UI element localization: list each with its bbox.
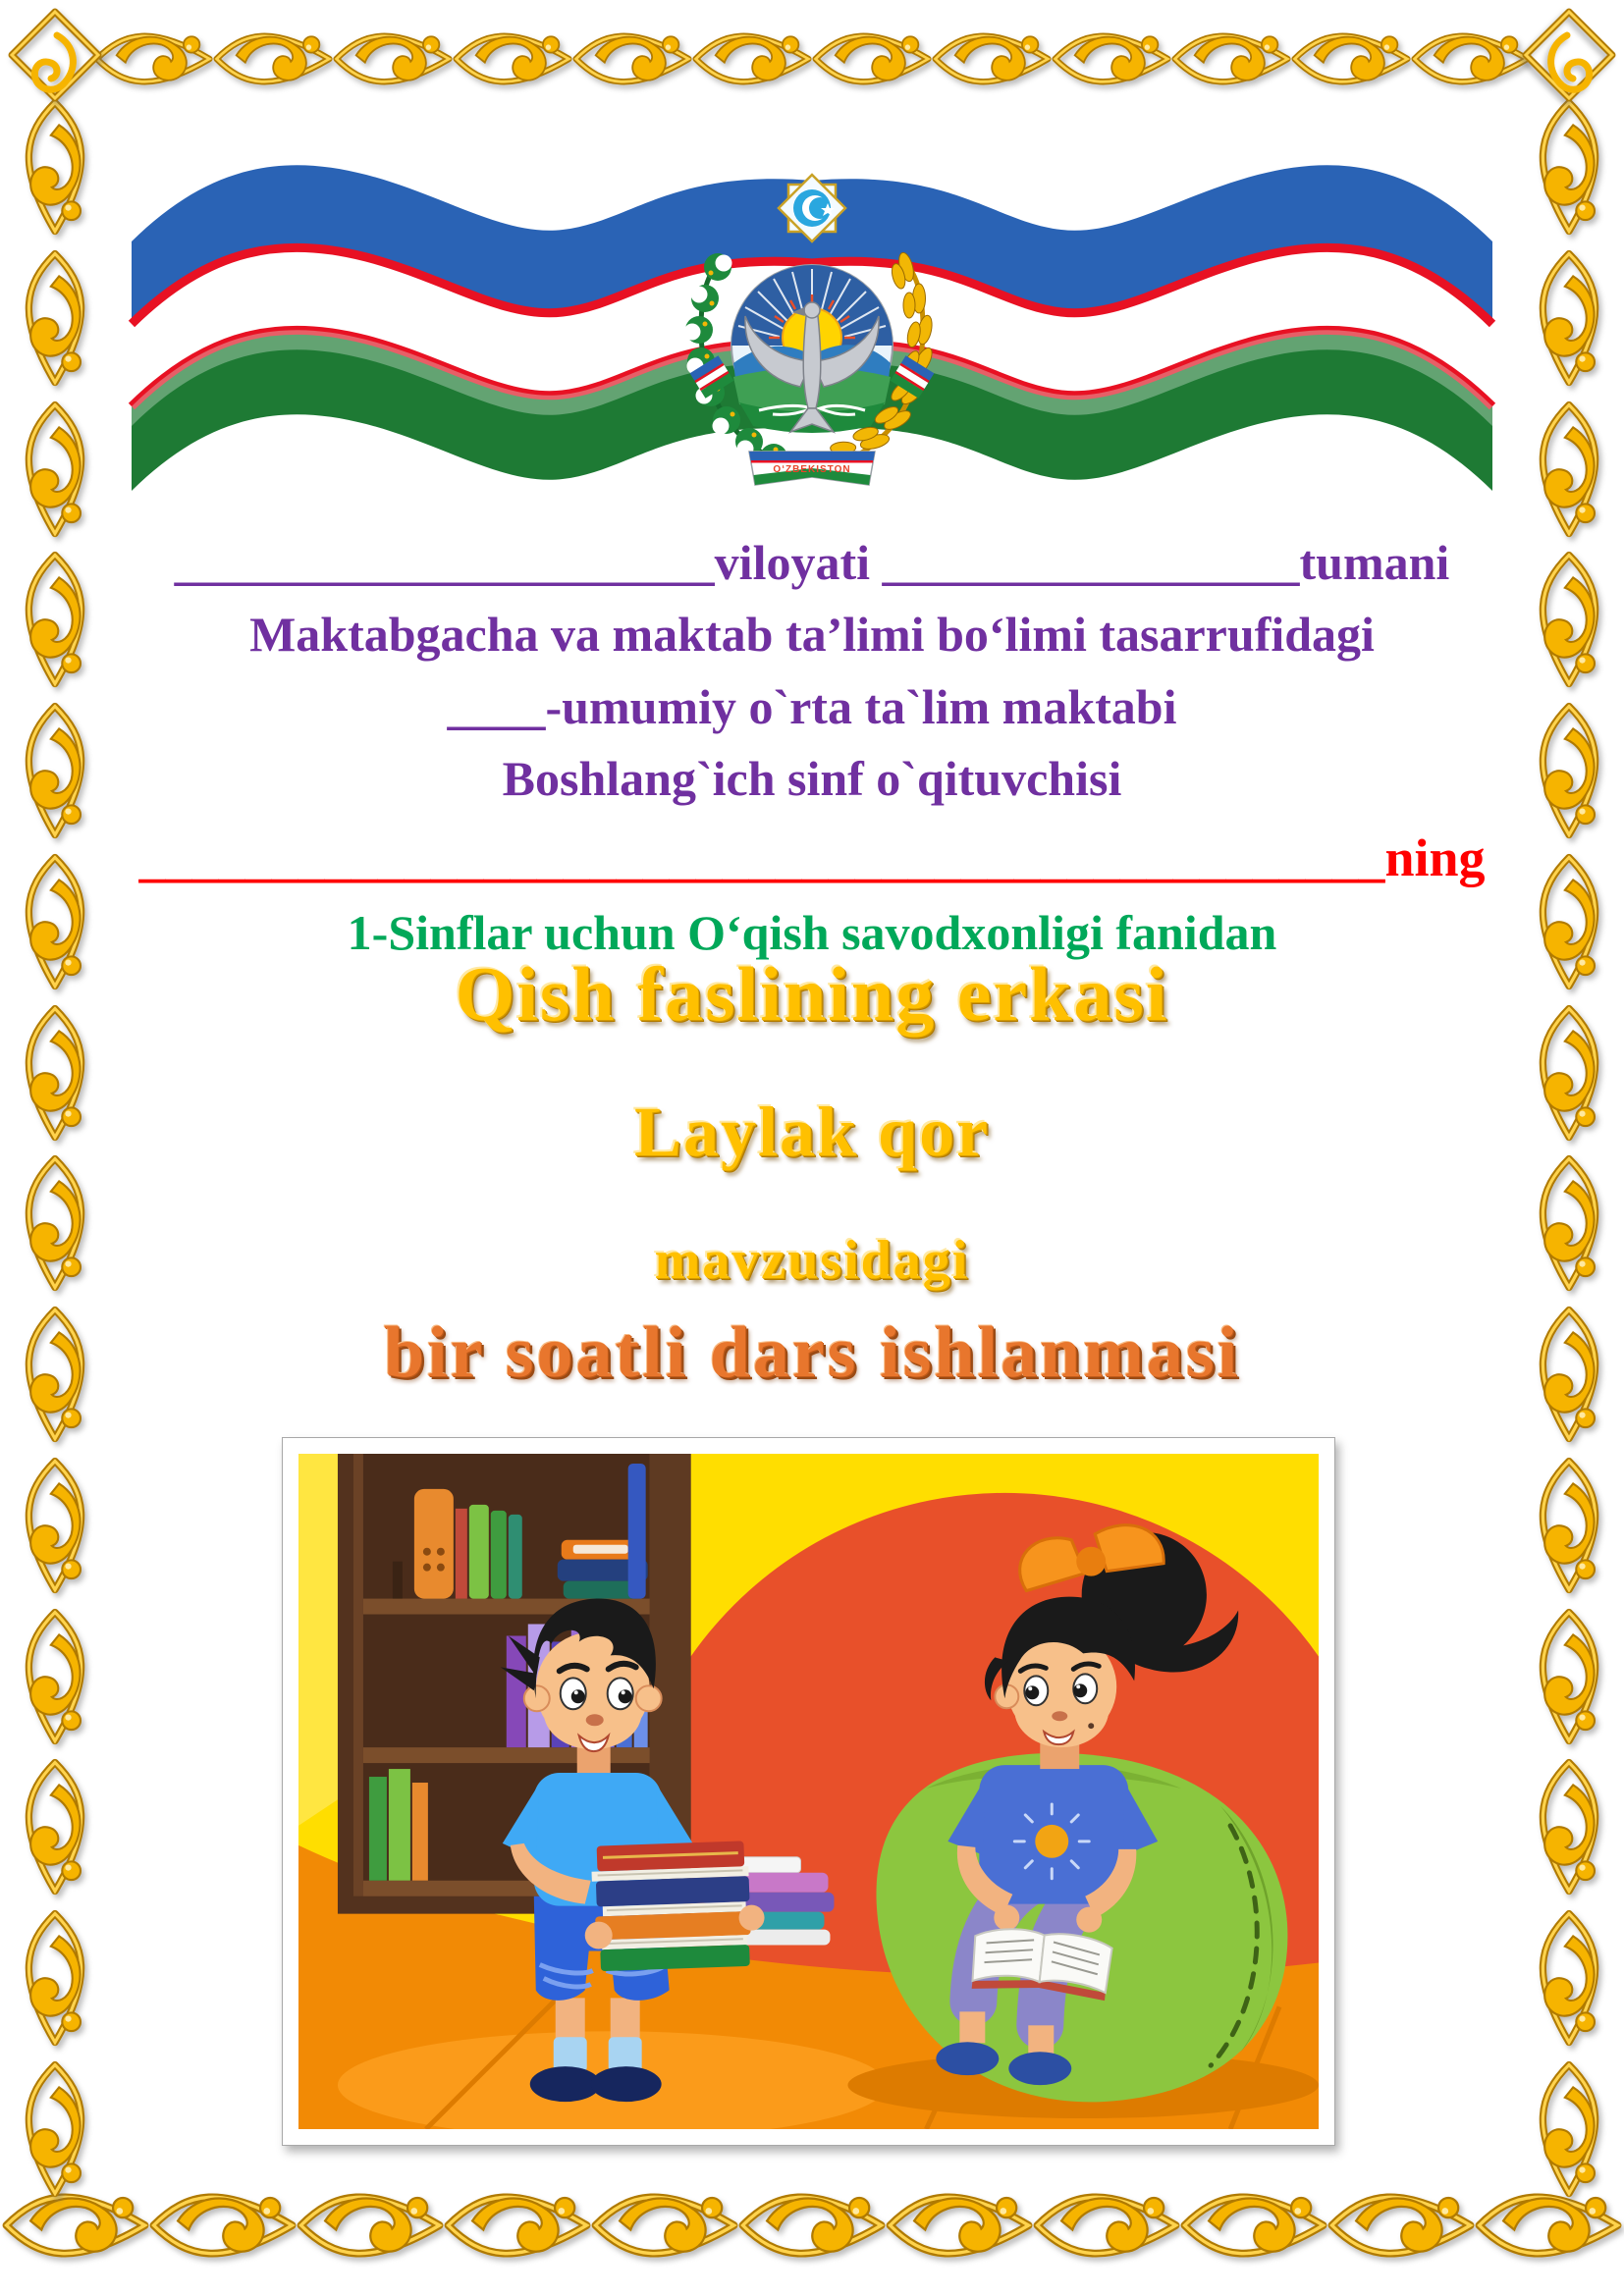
teacher-name-blank-line: _______________________________________________ning [138, 828, 1486, 887]
swirl-ornament-icon [4, 396, 106, 543]
swirl-ornament-icon [1033, 2157, 1180, 2294]
swirl-ornament-icon [1518, 244, 1620, 392]
children-reading-illustration [298, 1454, 1319, 2129]
swirl-ornament-icon [932, 4, 1052, 114]
swirl-ornament-icon [1518, 1452, 1620, 1599]
ornament-corner-icon [6, 6, 104, 104]
swirl-ornament-icon [333, 4, 453, 114]
swirl-ornament-icon [692, 4, 812, 114]
swirl-ornament-icon [453, 4, 572, 114]
lesson-title-main: Qish faslining erkasi [455, 951, 1169, 1037]
octagram-crescent-icon [779, 175, 845, 241]
ornament-border-top [93, 4, 1531, 114]
swirl-ornament-icon [591, 2157, 738, 2294]
school-line: ____-umumiy o`rta ta`lim maktabi [447, 679, 1177, 734]
ornament-border-bottom [2, 2157, 1622, 2294]
swirl-ornament-icon [1518, 1603, 1620, 1750]
swirl-ornament-icon [1052, 4, 1171, 114]
book-stack [591, 1841, 752, 1971]
swirl-ornament-icon [1411, 4, 1531, 114]
swirl-ornament-icon [1518, 1904, 1620, 2052]
swirl-ornament-icon [93, 4, 213, 114]
swirl-ornament-icon [444, 2157, 591, 2294]
ornament-corner-icon [1520, 6, 1618, 104]
swirl-ornament-icon [886, 2157, 1033, 2294]
swirl-ornament-icon [4, 93, 106, 240]
swirl-ornament-icon [738, 2157, 886, 2294]
swirl-ornament-icon [4, 1753, 106, 1900]
swirl-ornament-icon [1518, 1753, 1620, 1900]
teacher-role-line: Boshlang`ich sinf o`qituvchisi [502, 751, 1122, 806]
sun-logo [1014, 1804, 1089, 1879]
swirl-ornament-icon [1518, 396, 1620, 543]
swirl-ornament-icon [4, 244, 106, 392]
swirl-ornament-icon [149, 2157, 297, 2294]
swirl-ornament-icon [4, 1603, 106, 1750]
swirl-ornament-icon [4, 2056, 106, 2203]
swirl-ornament-icon [812, 4, 932, 114]
lesson-type-label: bir soatli dars ishlanmasi [383, 1312, 1241, 1393]
swirl-ornament-icon [1180, 2157, 1327, 2294]
swirl-ornament-icon [1518, 93, 1620, 240]
swirl-ornament-icon [4, 1452, 106, 1599]
swirl-ornament-icon [297, 2157, 444, 2294]
swirl-ornament-icon [572, 4, 692, 114]
subject-line: 1-Sinflar uchun O‘qish savodxonligi fanidan [347, 905, 1277, 960]
swirl-ornament-icon [1327, 2157, 1475, 2294]
region-district-line: ______________________viloyati _________________tumani [174, 535, 1450, 590]
theme-label: mavzusidagi [654, 1230, 970, 1291]
swirl-ornament-icon [213, 4, 333, 114]
illustration-frame [282, 1437, 1335, 2146]
swirl-ornament-icon [1291, 4, 1411, 114]
swirl-ornament-icon [1518, 2056, 1620, 2203]
emblem-ribbon-text: O‘ZBEKISTON [773, 464, 851, 475]
lesson-title-sub: Laylak qor [633, 1093, 991, 1171]
swirl-ornament-icon [1171, 4, 1291, 114]
swirl-ornament-icon [4, 1904, 106, 2052]
uzbekistan-emblem [665, 169, 959, 493]
emblem-ribbon [749, 452, 875, 485]
department-line: Maktabgacha va maktab ta’limi bo‘limi tasarrufidagi [249, 607, 1375, 662]
